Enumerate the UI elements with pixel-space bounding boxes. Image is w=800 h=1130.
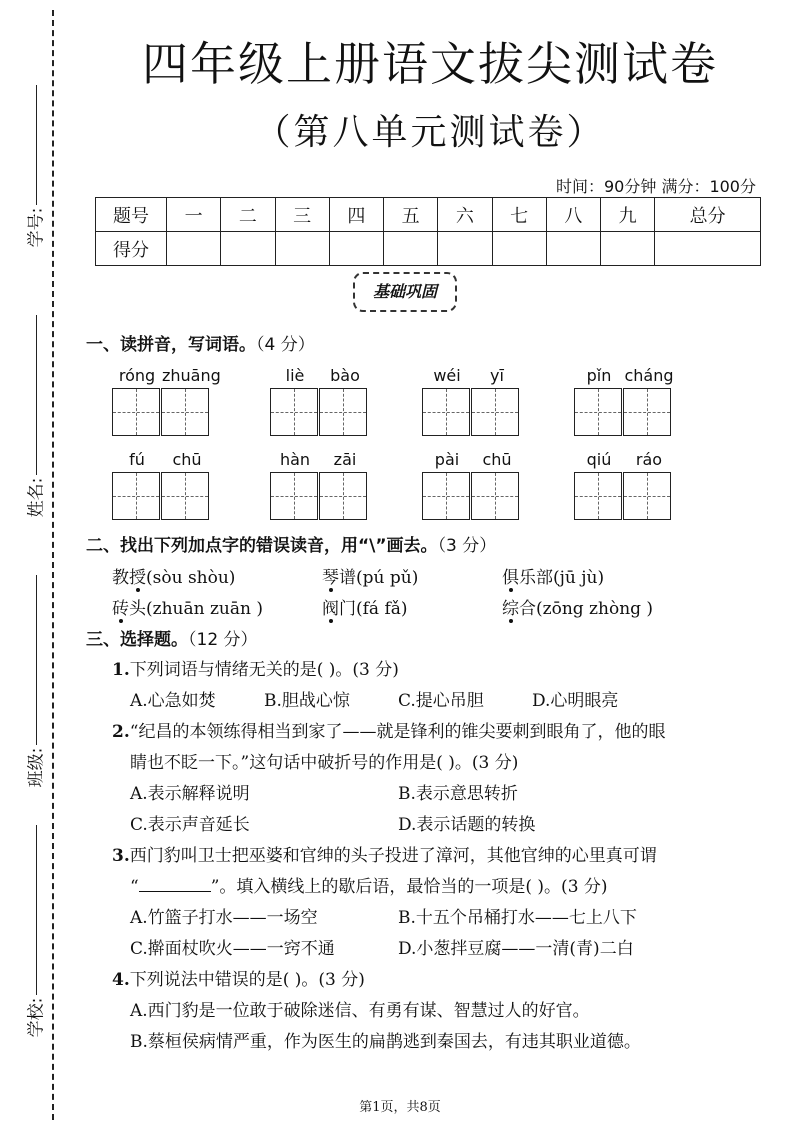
tian-grid-box[interactable] bbox=[319, 472, 367, 520]
section-badge: 基础巩固 bbox=[353, 272, 457, 312]
pinyin: cháng bbox=[624, 366, 674, 385]
section1-heading bbox=[86, 330, 315, 355]
pinyin: bào bbox=[330, 366, 360, 385]
score-table-score-row bbox=[96, 232, 761, 266]
time-info: 时间：90分钟 满分：100分 bbox=[556, 177, 756, 196]
section2-title: 二、找出下列加点字的错误读音，用“\”画去。 bbox=[86, 536, 438, 556]
dotted-char: 阀 bbox=[322, 599, 339, 619]
option[interactable]: B.蔡桓侯病情严重，作为医生的扁鹊逃到秦国去，有违其职业道德。 bbox=[130, 1032, 641, 1052]
section1-points: （4 分） bbox=[256, 335, 315, 355]
score-cell[interactable] bbox=[601, 232, 655, 266]
pronunciation-item: 俱乐部(jū jù) bbox=[502, 568, 605, 588]
option[interactable]: D.小葱拌豆腐——一清(青)二白 bbox=[398, 939, 634, 959]
option[interactable]: D.心明眼亮 bbox=[532, 691, 619, 711]
score-header-cell: 七 bbox=[492, 198, 546, 232]
pinyin: wéi bbox=[433, 366, 461, 385]
binding-margin bbox=[0, 0, 62, 1130]
section3-title: 三、选择题。 bbox=[86, 630, 188, 650]
option[interactable]: C.擀面杖吹火——一窍不通 bbox=[130, 939, 335, 959]
tian-grid-box[interactable] bbox=[422, 388, 470, 436]
pinyin: ráo bbox=[635, 450, 663, 469]
score-header-cell: 四 bbox=[329, 198, 383, 232]
pinyin: chū bbox=[482, 450, 512, 469]
dotted-char: 综 bbox=[502, 599, 519, 619]
option[interactable]: A.西门豹是一位敢于破除迷信、有勇有谋、智慧过人的好官。 bbox=[130, 1001, 590, 1021]
option[interactable]: A.表示解释说明 bbox=[130, 784, 250, 804]
section3-heading bbox=[86, 625, 258, 650]
option[interactable]: B.胆战心惊 bbox=[264, 691, 350, 711]
pinyin: hàn bbox=[279, 450, 311, 469]
section3-points: （12 分） bbox=[188, 630, 258, 650]
pinyin: qiú bbox=[586, 450, 612, 469]
pinyin-group bbox=[574, 450, 674, 520]
tian-grid-box[interactable] bbox=[319, 388, 367, 436]
student-id-label: 学号: bbox=[26, 207, 47, 248]
page-subtitle: （第八单元测试卷） bbox=[254, 112, 606, 153]
fill-blank[interactable] bbox=[139, 877, 211, 892]
score-header-cell: 九 bbox=[601, 198, 655, 232]
student-id-field bbox=[8, 80, 48, 270]
score-row-label: 得分 bbox=[96, 232, 167, 266]
tian-grid-box[interactable] bbox=[471, 388, 519, 436]
score-cell[interactable] bbox=[655, 232, 761, 266]
option[interactable]: C.表示声音延长 bbox=[130, 815, 250, 835]
pinyin-group bbox=[422, 450, 522, 520]
score-header-cell: 六 bbox=[438, 198, 492, 232]
option[interactable]: C.提心吊胆 bbox=[398, 691, 484, 711]
tian-grid-box[interactable] bbox=[161, 472, 209, 520]
score-header-cell: 题号 bbox=[96, 198, 167, 232]
score-header-cell: 一 bbox=[167, 198, 221, 232]
pronunciation-item: 教授(sòu shòu) bbox=[112, 568, 236, 588]
pinyin-group bbox=[112, 366, 221, 436]
class-field bbox=[8, 570, 48, 800]
score-cell[interactable] bbox=[329, 232, 383, 266]
score-header-cell: 二 bbox=[221, 198, 275, 232]
pronunciation-item: 砖头(zhuān zuān ) bbox=[112, 599, 263, 619]
score-header-cell: 三 bbox=[275, 198, 329, 232]
question-3-stem: 3.西门豹叫卫士把巫婆和官绅的头子投进了漳河，其他官绅的心里真可谓 bbox=[112, 846, 657, 866]
pinyin-group bbox=[270, 450, 370, 520]
dotted-char: 俱 bbox=[502, 568, 519, 588]
score-header-cell: 五 bbox=[384, 198, 438, 232]
pinyin: pài bbox=[434, 450, 460, 469]
class-line bbox=[36, 575, 37, 745]
option[interactable]: A.心急如焚 bbox=[130, 691, 216, 711]
question-2-stem-line2: 睛也不眨一下。”这句话中破折号的作用是( )。(3 分) bbox=[130, 753, 519, 773]
tian-grid-box[interactable] bbox=[574, 472, 622, 520]
dotted-char: 授 bbox=[129, 568, 146, 588]
option[interactable]: A.竹篮子打水——一场空 bbox=[130, 908, 318, 928]
pronunciation-item: 琴谱(pú pǔ) bbox=[322, 568, 419, 588]
score-cell[interactable] bbox=[167, 232, 221, 266]
pinyin: yī bbox=[490, 366, 504, 385]
question-1-stem: 1.下列词语与情绪无关的是( )。(3 分) bbox=[112, 660, 399, 680]
tian-grid-box[interactable] bbox=[112, 388, 160, 436]
option[interactable]: B.十五个吊桶打水——七上八下 bbox=[398, 908, 637, 928]
pinyin: róng bbox=[118, 366, 156, 385]
question-4-stem: 4.下列说法中错误的是( )。(3 分) bbox=[112, 970, 365, 990]
score-cell[interactable] bbox=[275, 232, 329, 266]
section2-points: （3 分） bbox=[437, 536, 497, 556]
dotted-char: 琴 bbox=[322, 568, 339, 588]
score-table bbox=[95, 197, 761, 266]
pinyin: pǐn bbox=[586, 366, 612, 385]
school-field bbox=[8, 820, 48, 1050]
name-label: 姓名: bbox=[26, 477, 47, 518]
pinyin-group bbox=[574, 366, 674, 436]
tian-grid-box[interactable] bbox=[623, 388, 671, 436]
tian-grid-box[interactable] bbox=[270, 388, 318, 436]
pinyin: fú bbox=[129, 450, 145, 469]
tian-grid-box[interactable] bbox=[270, 472, 318, 520]
section1-title: 一、读拼音，写词语。 bbox=[86, 335, 256, 355]
cut-line bbox=[52, 10, 54, 1120]
score-cell[interactable] bbox=[546, 232, 600, 266]
question-3-stem-line2: “ ”。填入横线上的歇后语，最恰当的一项是( )。(3 分) bbox=[130, 877, 608, 897]
pinyin-group bbox=[112, 450, 212, 520]
pinyin: zhuāng bbox=[162, 366, 221, 385]
tian-grid-box[interactable] bbox=[471, 472, 519, 520]
option[interactable]: B.表示意思转折 bbox=[398, 784, 518, 804]
pronunciation-item: 综合(zōng zhòng ) bbox=[502, 599, 654, 619]
page-title: 四年级上册语文拔尖测试卷 bbox=[142, 37, 718, 91]
student-id-line bbox=[36, 85, 37, 205]
pinyin-group bbox=[422, 366, 522, 436]
option[interactable]: D.表示话题的转换 bbox=[398, 815, 536, 835]
pinyin: liè bbox=[285, 366, 305, 385]
tian-grid-box[interactable] bbox=[623, 472, 671, 520]
school-line bbox=[36, 825, 37, 995]
name-field bbox=[8, 310, 48, 530]
score-cell[interactable] bbox=[384, 232, 438, 266]
tian-grid-box[interactable] bbox=[574, 388, 622, 436]
question-2-stem: 2.“纪昌的本领练得相当到家了——就是锋利的锥尖要刺到眼角了，他的眼 bbox=[112, 722, 666, 742]
school-label: 学校: bbox=[26, 997, 47, 1038]
score-header-cell: 八 bbox=[546, 198, 600, 232]
score-cell[interactable] bbox=[492, 232, 546, 266]
pinyin: zāi bbox=[333, 450, 357, 469]
tian-grid-box[interactable] bbox=[422, 472, 470, 520]
score-cell[interactable] bbox=[221, 232, 275, 266]
pronunciation-item: 阀门(fá fǎ) bbox=[322, 599, 408, 619]
dotted-char: 砖 bbox=[112, 599, 129, 619]
page-footer: 第1页，共8页 bbox=[359, 1100, 441, 1115]
class-label: 班级: bbox=[26, 747, 47, 788]
tian-grid-box[interactable] bbox=[112, 472, 160, 520]
tian-grid-box[interactable] bbox=[161, 388, 209, 436]
score-header-cell: 总分 bbox=[655, 198, 761, 232]
pinyin: chū bbox=[172, 450, 202, 469]
score-table-header-row bbox=[96, 198, 761, 232]
pinyin-group bbox=[270, 366, 370, 436]
section2-heading bbox=[86, 531, 496, 556]
score-cell[interactable] bbox=[438, 232, 492, 266]
name-line bbox=[36, 315, 37, 475]
